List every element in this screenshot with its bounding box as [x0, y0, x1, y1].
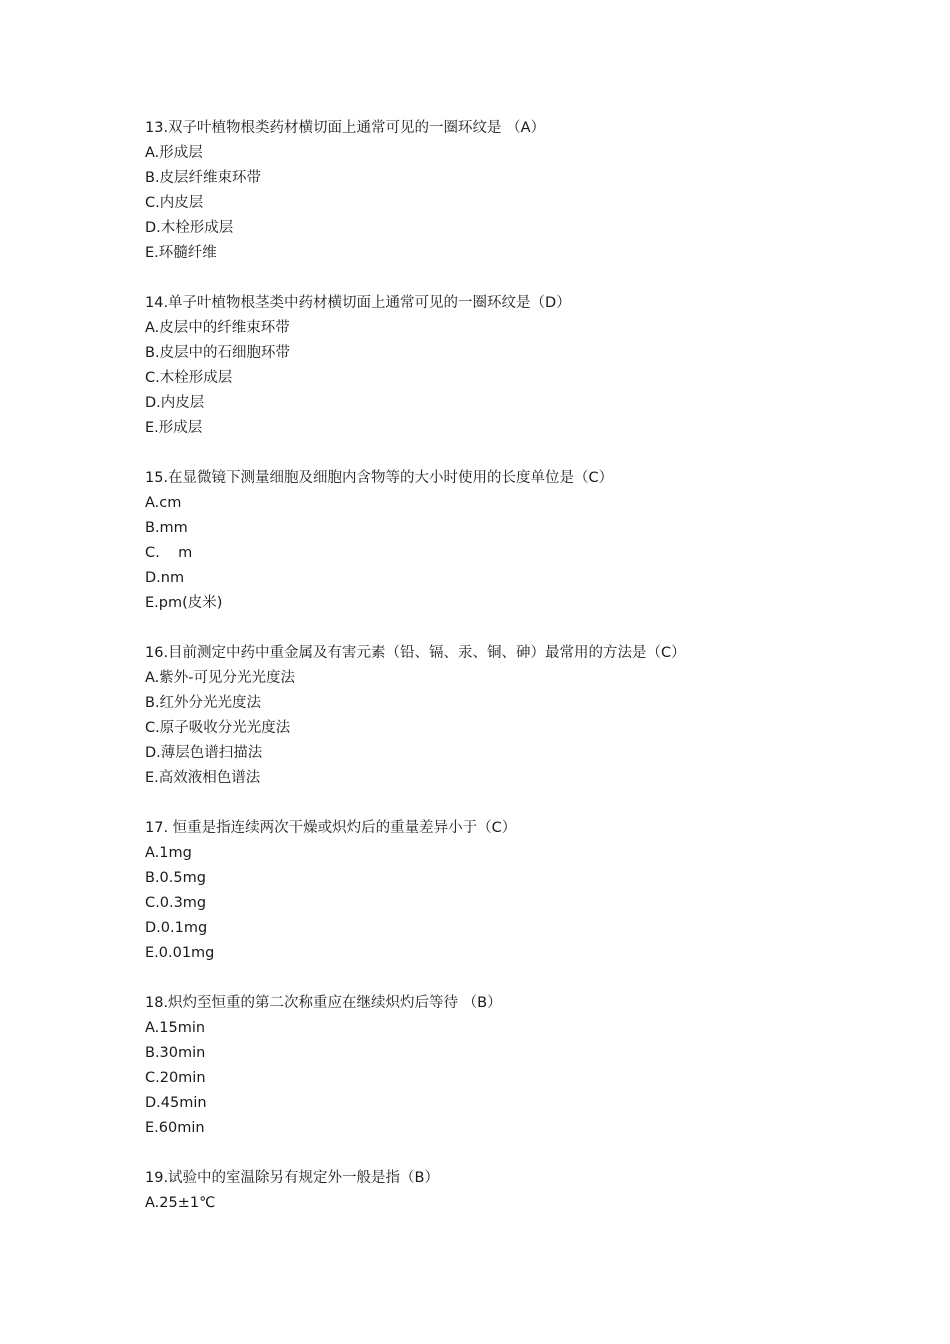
question-17	[145, 816, 865, 966]
option-c: C.原子吸收分光光度法	[145, 720, 291, 736]
option-b: B.红外分光光度法	[145, 695, 262, 711]
option-e: E.pm(皮米)	[145, 595, 223, 611]
option-c: C.木栓形成层	[145, 370, 233, 386]
option-e: E.0.01mg	[145, 945, 215, 961]
option-e: E.60min	[145, 1120, 205, 1136]
option-d: D.45min	[145, 1095, 207, 1111]
question-stem: 18.炽灼至恒重的第二次称重应在继续炽灼后等待 （B）	[145, 995, 502, 1011]
option-a: A.15min	[145, 1020, 206, 1036]
option-d: D.0.1mg	[145, 920, 208, 936]
option-b: B.皮层中的石细胞环带	[145, 345, 291, 361]
option-c: C.20min	[145, 1070, 206, 1086]
option-c: C.内皮层	[145, 195, 204, 211]
option-b: B.0.5mg	[145, 870, 206, 886]
question-18	[145, 991, 865, 1141]
question-13	[145, 116, 865, 266]
question-stem: 13.双子叶植物根类药材横切面上通常可见的一圈环纹是 （A）	[145, 120, 546, 136]
question-stem: 19.试验中的室温除另有规定外一般是指（B）	[145, 1170, 440, 1186]
question-19	[145, 1166, 865, 1216]
option-b: B.皮层纤维束环带	[145, 170, 262, 186]
document-page	[145, 116, 865, 1241]
option-b: B.30min	[145, 1045, 206, 1061]
option-a: A.皮层中的纤维束环带	[145, 320, 290, 336]
question-stem: 16.目前测定中药中重金属及有害元素（铅、镉、汞、铜、砷）最常用的方法是（C）	[145, 645, 686, 661]
option-a: A.25±1℃	[145, 1195, 216, 1211]
option-e: E.形成层	[145, 420, 203, 436]
question-15	[145, 466, 865, 616]
option-a: A.1mg	[145, 845, 192, 861]
option-e: E.环髓纤维	[145, 245, 217, 261]
question-stem: 14.单子叶植物根茎类中药材横切面上通常可见的一圈环纹是（D）	[145, 295, 571, 311]
question-14	[145, 291, 865, 441]
option-d: D.nm	[145, 570, 185, 586]
option-a: A.紫外-可见分光光度法	[145, 670, 296, 686]
question-16	[145, 641, 865, 791]
option-d: D.内皮层	[145, 395, 205, 411]
question-stem: 15.在显微镜下测量细胞及细胞内含物等的大小时使用的长度单位是（C）	[145, 470, 614, 486]
option-a: A.cm	[145, 495, 182, 511]
option-e: E.高效液相色谱法	[145, 770, 261, 786]
option-c: C.0.3mg	[145, 895, 207, 911]
option-a: A.形成层	[145, 145, 203, 161]
option-d: D.薄层色谱扫描法	[145, 745, 263, 761]
question-stem: 17. 恒重是指连续两次干燥或炽灼后的重量差异小于（C）	[145, 820, 517, 836]
option-c: C. m	[145, 545, 193, 561]
option-d: D.木栓形成层	[145, 220, 234, 236]
option-b: B.mm	[145, 520, 188, 536]
